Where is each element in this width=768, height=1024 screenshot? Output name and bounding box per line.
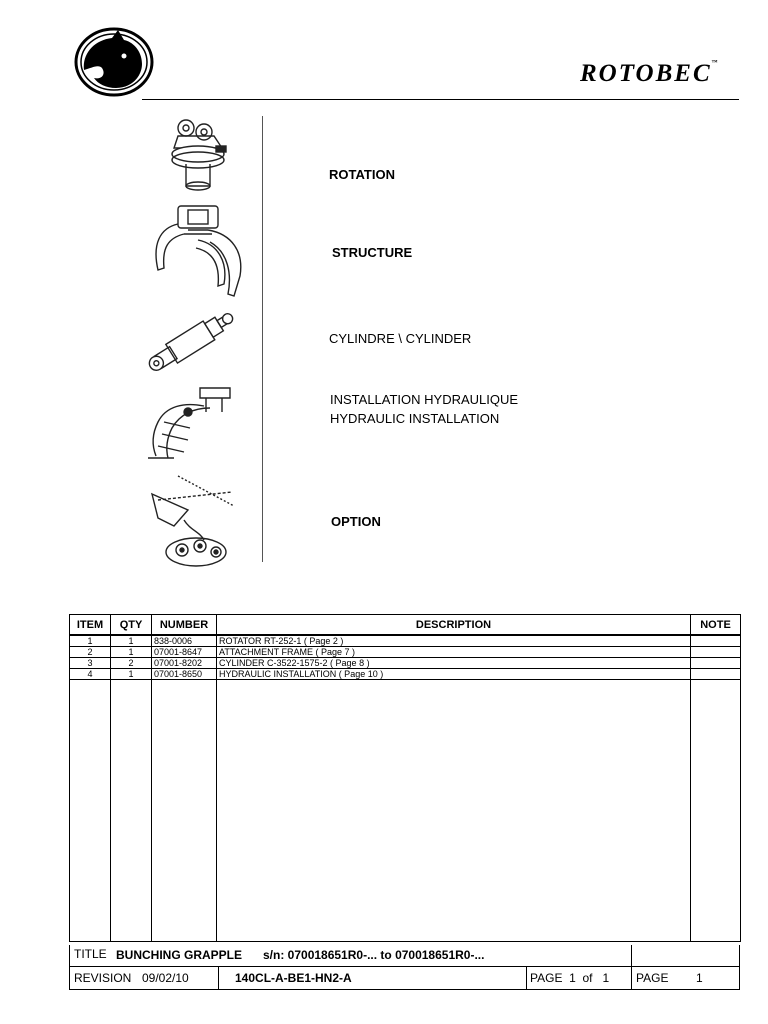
header-rule [142,99,739,100]
cell-description: ROTATOR RT-252-1 ( Page 2 ) [217,635,691,647]
cell-qty: 1 [111,635,152,647]
rotator-drawing [164,114,244,196]
page-count: PAGE 1 of 1 [530,971,610,985]
column-header-description: DESCRIPTION [217,615,691,636]
section-line: OPTION [331,514,381,529]
table-row [70,647,741,658]
cell-description: CYLINDER C-3522-1575-2 ( Page 8 ) [217,658,691,669]
section-hydraulic-installation [330,390,518,428]
section-structure [332,243,412,262]
revision-label: REVISION [74,971,132,985]
document-title: BUNCHING GRAPPLE [116,948,243,962]
section-option [331,512,381,531]
column-header-note: NOTE [691,615,741,636]
cylinder-drawing [144,306,240,376]
cell-qty: 2 [111,658,152,669]
column-header-qty: QTY [111,615,152,636]
cell-qty: 1 [111,669,152,680]
structure-drawing [148,200,258,300]
table-row [70,635,741,647]
cell-item: 2 [70,647,111,658]
section-divider [262,116,263,562]
option-drawing [144,470,244,570]
cell-number: 838-0006 [152,635,217,647]
cell-note [691,669,741,680]
cell-number: 07001-8647 [152,647,217,658]
bill-of-materials-table [69,614,741,942]
section-line: INSTALLATION HYDRAULIQUE [330,392,519,407]
page-number: 1 [696,971,703,985]
cell-description: HYDRAULIC INSTALLATION ( Page 10 ) [217,669,691,680]
section-line: STRUCTURE [332,245,413,260]
column-header-item: ITEM [70,615,111,636]
cell-description: ATTACHMENT FRAME ( Page 7 ) [217,647,691,658]
cell-number: 07001-8650 [152,669,217,680]
drawing-number: 140CL-A-BE1-HN2-A [235,971,352,985]
title-label: TITLE [74,947,107,961]
page-label: PAGE [636,971,669,985]
column-header-number: NUMBER [152,615,217,636]
cell-note [691,647,741,658]
cell-item: 4 [70,669,111,680]
cell-note [691,635,741,647]
brand-wordmark: ROTOBEC™ [580,60,720,87]
cell-number: 07001-8202 [152,658,217,669]
table-row [70,658,741,669]
title-block [69,945,740,990]
cell-item: 3 [70,658,111,669]
section-line: CYLINDRE \ CYLINDER [329,331,472,346]
rotobec-lynx-logo [72,26,156,98]
section-cylinder [329,329,471,348]
cell-note [691,658,741,669]
section-line: HYDRAULIC INSTALLATION [330,411,500,426]
section-line: ROTATION [329,167,395,182]
cell-qty: 1 [111,647,152,658]
table-empty-area [70,680,741,942]
hydraulic-installation-drawing [144,382,240,462]
serial-range: s/n: 070018651R0-... to 070018651R0-... [263,948,485,962]
table-row [70,669,741,680]
revision-date: 09/02/10 [142,971,189,985]
cell-item: 1 [70,635,111,647]
table-header-row [70,615,741,636]
section-rotation [329,165,395,184]
